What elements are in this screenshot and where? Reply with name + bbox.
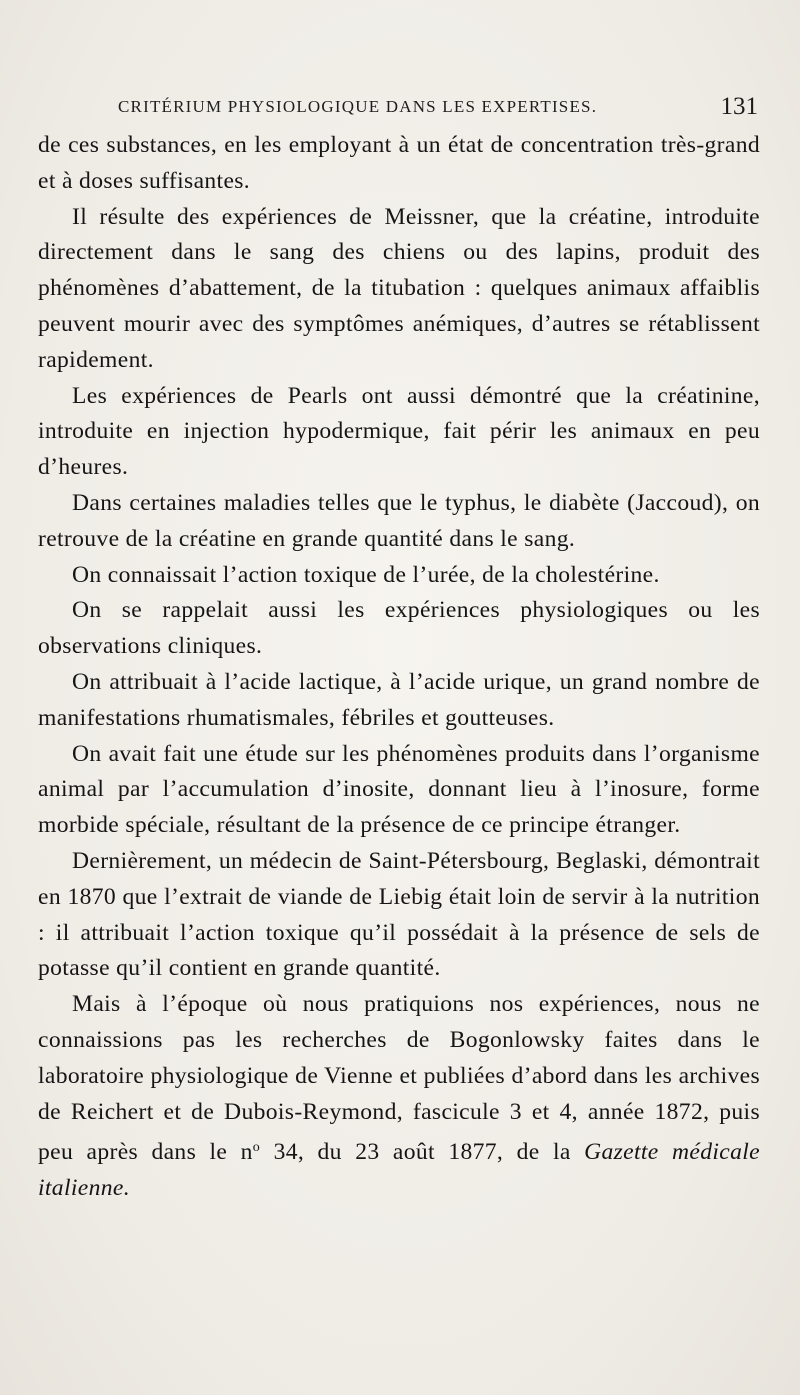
body-text — [38, 128, 760, 1207]
paragraph-uree: On connaissait l’action toxique de l’urée, de la cholestérine. — [72, 561, 660, 588]
running-head: CRITÉRIUM PHYSIOLOGIQUE DANS LES EXPERTISES. — [118, 97, 598, 116]
paragraph-continuation: de ces substances, en les employant à un état de concentration très-grand et à doses suffisantes. — [38, 132, 760, 194]
numero-superscript: o — [252, 1140, 261, 1156]
paragraph-bogonlowsky — [38, 987, 760, 1207]
paragraph-rappel: On se rappelait aussi les expériences physiologiques ou les observations cliniques. — [38, 597, 760, 660]
paragraph-maladies: Dans certaines maladies telles que le typhus, le diabète (Jaccoud), on retrouve de la créatine en grande quantité dans le sang. — [38, 489, 760, 552]
paragraph-inosite: On avait fait une étude sur les phénomènes produits dans l’organisme animal par l’accumulation d’inosite, donnant lieu à l’inosure, forme morbide spéciale, résultant de la présence de ce principe étranger. — [38, 740, 760, 839]
journal-title-italic: Gazette médicale italienne. — [38, 1139, 760, 1202]
page-number: 131 — [720, 93, 758, 120]
paragraph-meissner: Il résulte des expériences de Meissner, que la créatine, introduite directement dans le sang des chiens ou des lapins, produit des phénomènes d’abattement, de la titubation : quelques animaux affaiblis peuvent mourir avec des symptômes anémiques, d’autres se rétablissent rapidement. — [38, 203, 760, 373]
paragraph-acide: On attribuait à l’acide lactique, à l’acide urique, un grand nombre de manifestations rhumatismales, fébriles et goutteuses. — [38, 668, 760, 731]
paragraph-bogonlowsky-text: Mais à l’époque où nous pratiquions nos expériences, nous ne connaissions pas les recherches de Bogonlowsky faites dans le laboratoire physiologique de Vienne et publiées d’abord dans les archives de Reichert et de Dubois-Reymond, fascicule 3 et 4, année 1872, puis peu après dans le n — [38, 991, 760, 1166]
paragraph-beglaski: Dernièrement, un médecin de Saint-Pétersbourg, Beglaski, démontrait en 1870 que l’extrait de viande de Liebig était loin de servir à la nutrition : il attribuait l’action toxique qu’il possédait à la présence de sels de potasse qu’il contient en grande quantité. — [38, 847, 760, 982]
page-header — [118, 93, 758, 121]
paragraph-pearls: Les expériences de Pearls ont aussi démontré que la créatinine, introduite en injection hypodermique, fait périr les animaux en peu d’heures. — [38, 382, 760, 481]
paragraph-bogonlowsky-tail: 34, du 23 août 1877, de la — [260, 1139, 585, 1166]
